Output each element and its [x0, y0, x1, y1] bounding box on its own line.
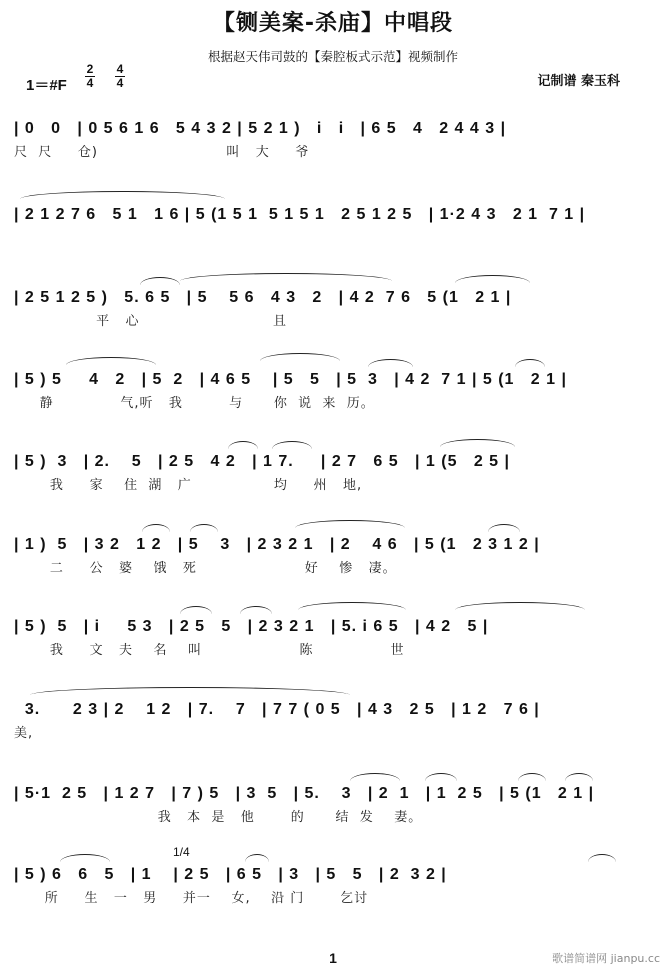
slur [368, 359, 413, 367]
slur [295, 520, 405, 528]
lyrics-row: 我 家 住 湖 广 均 州 地, [14, 478, 363, 493]
slur [66, 357, 156, 365]
watermark: 歌谱简谱网 jianpu.cc [552, 952, 660, 965]
lyrics-row: 美, [14, 726, 34, 741]
slur [298, 602, 406, 610]
score-line [0, 783, 666, 831]
score-line [0, 864, 666, 912]
slur [515, 359, 545, 367]
lyrics-row: 我 文 夫 名 叫 陈 世 [14, 643, 405, 658]
slur [588, 854, 616, 862]
slur [425, 773, 457, 781]
slur [350, 773, 400, 781]
slur [488, 524, 520, 532]
fraction-mark: 1/4 [173, 845, 190, 859]
lyrics-row: 平 心 且 [14, 314, 287, 329]
time-signature-2-den: 4 [116, 76, 124, 90]
notes-row: | 5 ) 3 | 2. 5 | 2 5 4 2 | 1 7. | 2 7 6 5 | 1 (5 2 5 | [14, 453, 510, 470]
score-line [0, 369, 666, 417]
time-signature-1-num: 2 [86, 62, 94, 76]
slur [518, 773, 546, 781]
score-line [0, 451, 666, 499]
slur [140, 277, 180, 285]
time-signature-2-num: 4 [116, 62, 124, 76]
score-line [0, 287, 666, 335]
score-line [0, 118, 666, 166]
notes-row: | 0 0 | 0 5 6 1 6 5 4 3 2 | 5 2 1 ) i i | 6 5 4 2 4 4 3 | [14, 120, 507, 137]
slur [60, 854, 110, 862]
slur [240, 606, 272, 614]
time-signature-2 [114, 63, 126, 90]
key-signature: 1＝#F [26, 77, 67, 94]
page-title: 【铡美案-杀庙】中唱段 [212, 11, 454, 36]
transcriber-credit: 记制谱 秦玉科 [537, 74, 620, 89]
slur [180, 273, 392, 281]
lyrics-row: 尺 尺 仓) 叫 大 爷 [14, 145, 310, 160]
slur [30, 687, 350, 695]
notes-row: | 5 ) 5 | i 5 3 | 2 5 5 | 2 3 2 1 | 5. i 6 5 | 4 2 5 | [14, 618, 489, 635]
slur [20, 191, 225, 199]
score-line [0, 204, 666, 252]
slur [228, 441, 258, 449]
lyrics-row: 静 气,听 我 与 你 说 来 历。 [14, 396, 375, 411]
notes-row: | 2 5 1 2 5 ) 5. 6 5 | 5 5 6 4 3 2 | 4 2 7 6 5 (1 2 1 | [14, 289, 512, 306]
notes-row: | 1 ) 5 | 3 2 1 2 | 5 3 | 2 3 2 1 | 2 4 6 | 5 (1 2 3 1 2 | [14, 536, 540, 553]
notes-row: 3. 2 3 | 2 1 2 | 7. 7 | 7 7 ( 0 5 | 4 3 2 5 | 1 2 7 6 | [14, 701, 540, 718]
lyrics-row: 所 生 一 男 并一 女, 沿 门 乞讨 [14, 891, 369, 906]
score-line [0, 699, 666, 747]
score-line [0, 616, 666, 664]
notes-row: | 5 ) 6 6 5 | 1 | 2 5 | 6 5 | 3 | 5 5 | 2 3 2 | [14, 866, 447, 883]
slur [190, 524, 218, 532]
slur [272, 441, 312, 449]
slur [440, 439, 515, 447]
slur [260, 353, 340, 361]
notes-row: | 2 1 2 7 6 5 1 1 6 | 5 (1 5 1 5 1 5 1 2 5 1 2 5 | 1·2 4 3 2 1 7 1 | [14, 206, 586, 223]
notes-row: | 5·1 2 5 | 1 2 7 | 7 ) 5 | 3 5 | 5. 3 | 2 1 | 1 2 5 | 5 (1 2 1 | [14, 785, 595, 802]
slur [455, 275, 530, 283]
slur [565, 773, 593, 781]
lyrics-row: 我 本 是 他 的 结 发 妻。 [14, 810, 423, 825]
slur [455, 602, 585, 610]
slur [245, 854, 269, 862]
page-subtitle: 根据赵天伟司鼓的【秦腔板式示范】视频制作 [207, 49, 458, 64]
time-signature-1-den: 4 [86, 76, 94, 90]
time-signature-1 [84, 63, 96, 90]
slur [180, 606, 212, 614]
notes-row: | 5 ) 5 4 2 | 5 2 | 4 6 5 | 5 5 | 5 3 | 4 2 7 1 | 5 (1 2 1 | [14, 371, 567, 388]
slur [142, 524, 170, 532]
score-line [0, 534, 666, 582]
lyrics-row: 二 公 婆 饿 死 好 惨 凄。 [14, 561, 397, 576]
page-number: 1 [329, 950, 337, 966]
